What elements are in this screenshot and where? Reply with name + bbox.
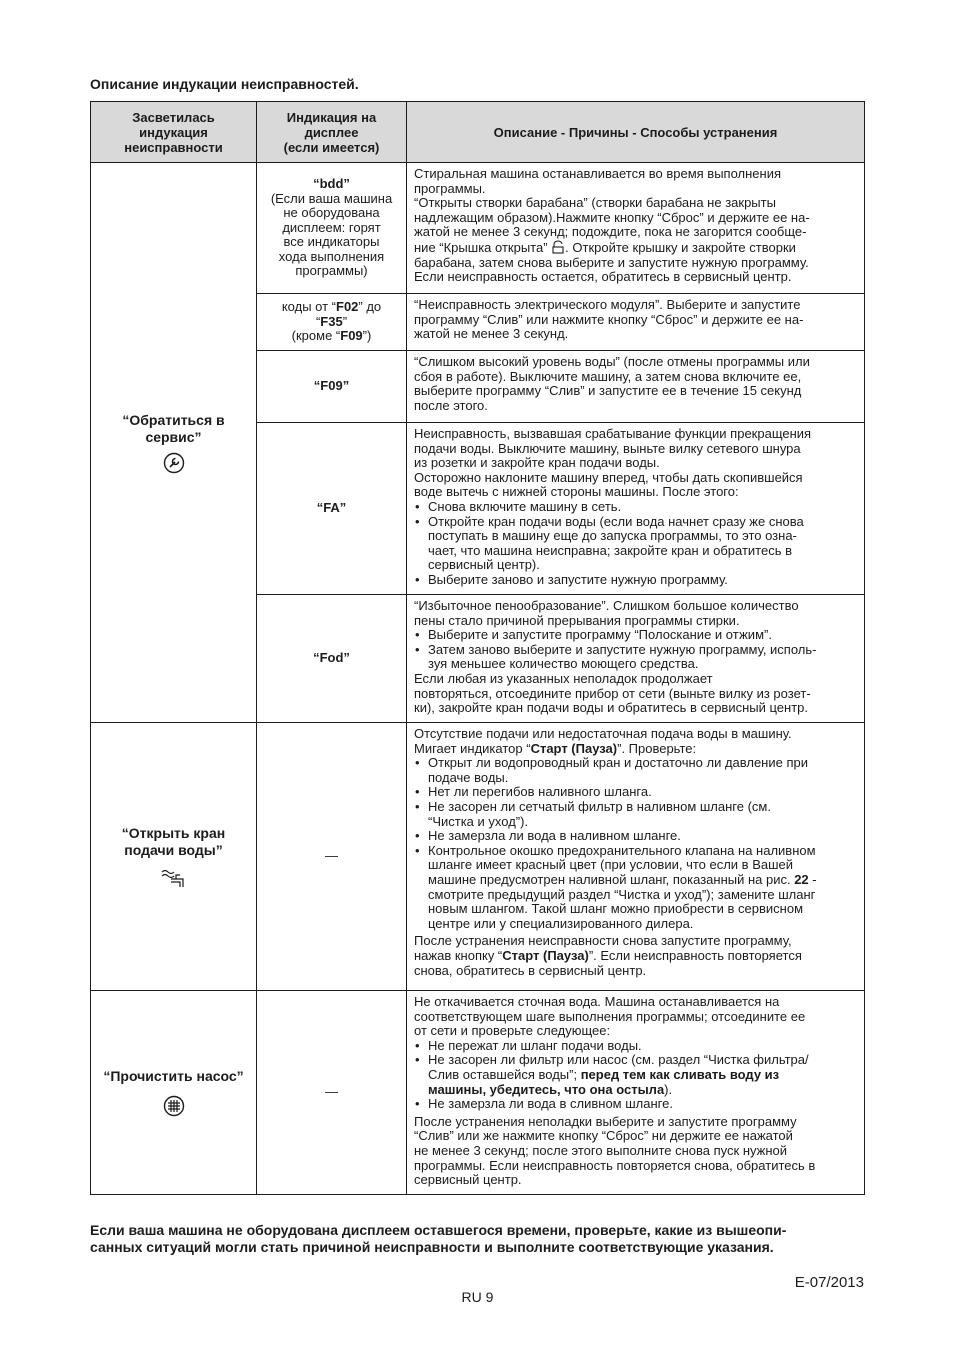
- list-item: • Выберите заново и запустите нужную программу.: [414, 573, 857, 588]
- lid-open-icon: [551, 240, 565, 254]
- code-fa: “FA”: [257, 423, 407, 595]
- list-item: • Затем заново выберите и запустите нужную программу, исполь- зуя меньшее количество моющего средства.: [414, 643, 857, 672]
- code-water: —: [257, 723, 407, 991]
- list-item: • Выберите и запустите программу “Полоскание и отжим”.: [414, 628, 857, 643]
- list-item: • Открыт ли водопроводный кран и достаточно ли давление при подаче воды.: [414, 756, 857, 785]
- table-row: [91, 991, 865, 1195]
- code-f02-f35: коды от “F02” до “F35” (кроме “F09”): [257, 294, 407, 351]
- section-title: Описание индукации неисправностей.: [90, 76, 359, 92]
- fault-label-service: “Обратиться в сервис”: [91, 163, 257, 723]
- list-item: • Не замерзла ли вода в наливном шланге.: [414, 829, 857, 844]
- table-row: [91, 163, 865, 294]
- desc-pump: Не откачивается сточная вода. Машина останавливается на соответствующем шаге выполнения программы; отсоедините ее от сети и проверьте следующее: • Не пережат ли шланг подачи воды. • Не засорен ли фильтр или насос (см. раздел “Чистка фильтра/ Слив оставшейся воды”; перед тем как сливать воду из машины, убедитесь, что она остыла). • Не замерзла ли вода в сливном шланге. После устранения неполадки выберите и запустите программу “Слив” или же нажмите кнопку “Сброс” ни держите ее нажатой не менее 3 секунд; после этого выполните снова пуск нужной программы. Если неисправность повторяется снова, обратитесь в сервисный центр.: [407, 991, 865, 1195]
- list-item: • Не пережат ли шланг подачи воды.: [414, 1039, 857, 1054]
- desc-fod: “Избыточное пенообразование”. Слишком большое количество пены стало причиной прерывания программы стирки. • Выберите и запустите программу “Полоскание и отжим”. • Затем заново выберите и запустите нужную программу, исполь- зуя меньшее количество моющего средства. Если любая из указанных неполадок продолжает повторяться, отсоедините прибор от сети (выньте вилку из розет- ки), закройте кран подачи воды и обратитесь в сервисный центр.: [407, 595, 865, 723]
- document-code: E-07/2013: [794, 1274, 864, 1291]
- list-item: • Не засорен ли фильтр или насос (см. раздел “Чистка фильтра/ Слив оставшейся воды”; перед тем как сливать воду из машины, убедитесь, что она остыла).: [414, 1053, 857, 1097]
- desc-fa: Неисправность, вызвавшая срабатывание функции прекращения подачи воды. Выключите машину, выньте вилку сетевого шнура из розетки и закройте кран подачи воды. Осторожно наклоните машину вперед, чтобы дать скопившейся воде вытечь с нижней стороны машины. После этого: • Снова включите машину в сеть. • Откройте кран подачи воды (если вода начнет сразу же снова поступать в машину еще до запуска программы, то это озна- чает, что машина неисправна; закройте кран и обратитесь в сервисный центр). • Выберите заново и запустите нужную программу.: [407, 423, 865, 595]
- list-item: • Не замерзла ли вода в сливном шланге.: [414, 1097, 857, 1112]
- fault-label-water: “Открыть кран подачи воды”: [91, 723, 257, 991]
- page-number: RU 9: [461, 1289, 494, 1305]
- water-tap-icon: [159, 865, 189, 889]
- list-item: • Снова включите машину в сеть.: [414, 500, 857, 515]
- pump-filter-icon: [163, 1095, 185, 1117]
- code-fod: “Fod”: [257, 595, 407, 723]
- list-item: • Не засорен ли сетчатый фильтр в наливном шланге (см. “Чистка и уход”).: [414, 800, 857, 829]
- table-header-row: [91, 102, 865, 163]
- list-item: • Нет ли перегибов наливного шланга.: [414, 785, 857, 800]
- fault-label-pump: “Прочистить насос”: [91, 991, 257, 1195]
- code-bdd: “bdd” (Если ваша машина не оборудована дисплеем: горят все индикаторы хода выполнения программы): [257, 163, 407, 294]
- header-display-indication: Индикация на дисплее (если имеется): [257, 102, 407, 163]
- table-row: [91, 723, 865, 991]
- header-description: Описание - Причины - Способы устранения: [407, 102, 865, 163]
- code-pump: —: [257, 991, 407, 1195]
- desc-f09: “Слишком высокий уровень воды” (после отмены программы или сбоя в работе). Выключите машину, а затем снова включите ее, выберите программу “Слив” и запустите ее в течение 15 секунд после этого.: [407, 351, 865, 423]
- list-item: • Откройте кран подачи воды (если вода начнет сразу же снова поступать в машину еще до запуска программы, то это озна- чает, что машина неисправна; закройте кран и обратитесь в сервисный центр).: [414, 515, 857, 573]
- fault-table: [90, 101, 865, 1195]
- desc-bdd: Стиральная машина останавливается во время выполнения программы. “Открыты створки барабана” (створки барабана не закрыты надлежащим образом).Нажмите кнопку “Сброс” и держите ее на- жатой не менее 3 секунд; подождите, пока не загорится сообще- ние “Крышка открыта” . Откройте крышку и закройте створки барабана, затем снова выберите и запустите нужную программу. Если неисправность остается, обратитесь в сервисный центр.: [407, 163, 865, 294]
- list-item: • Контрольное окошко предохранительного клапана на наливном шланге имеет красный цвет (при условии, что если в Вашей машине предусмотрен наливной шланг, показанный на рис. 22 - смотрите предыдущий раздел “Чистка и уход”); замените шланг новым шлангом. Такой шланг можно приобрести в сервисном центре или у специализированного дилера.: [414, 844, 857, 932]
- desc-water: Отсутствие подачи или недостаточная подача воды в машину. Мигает индикатор “Старт (Пауза)”. Проверьте: • Открыт ли водопроводный кран и достаточно ли давление при подаче воды. • Нет ли перегибов наливного шланга. • Не засорен ли сетчатый фильтр в наливном шланге (см. “Чистка и уход”). • Не замерзла ли вода в наливном шланге. • Контрольное окошко предохранительного клапана на наливном шланге имеет красный цвет (при условии, что если в Вашей машине предусмотрен наливной шланг, показанный на рис. 22 - смотрите предыдущий раздел “Чистка и уход”); замените шланг новым шлангом. Такой шланг можно приобрести в сервисном центре или у специализированного дилера. После устранения неисправности снова запустите программу, нажав кнопку “Старт (Пауза)”. Если неисправность повторяется снова, обратитесь в сервисный центр.: [407, 723, 865, 991]
- header-fault-indication: Засветилась индукация неисправности: [91, 102, 257, 163]
- code-f09: “F09”: [257, 351, 407, 423]
- desc-f02-f35: “Неисправность электрического модуля”. Выберите и запустите программу “Слив” или нажмите кнопку “Сброс” и держите ее на- жатой не менее 3 секунд.: [407, 294, 865, 351]
- wrench-circle-icon: [163, 452, 185, 474]
- footer-note: Если ваша машина не оборудована дисплеем оставшегося времени, проверьте, какие из вышеопи- санных ситуаций могли стать причиной неисправности и выполните соответствующие указания.: [90, 1222, 787, 1255]
